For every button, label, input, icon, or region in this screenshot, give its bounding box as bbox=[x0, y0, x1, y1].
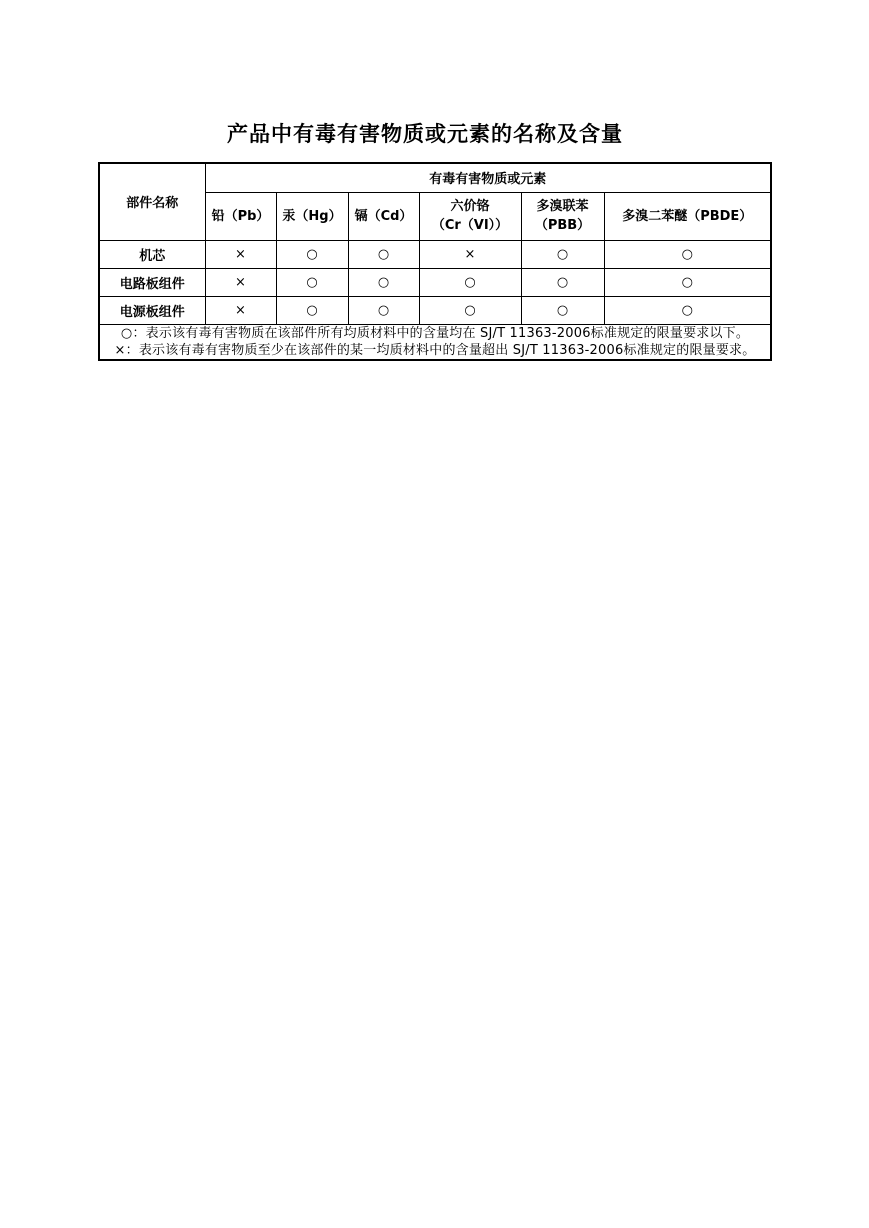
element-header-mercury: 汞（Hg） bbox=[276, 192, 348, 240]
header-row-group bbox=[99, 163, 771, 192]
part-name-cell: 电源板组件 bbox=[99, 296, 205, 324]
table-row bbox=[99, 296, 771, 324]
mark-cell: × bbox=[205, 296, 276, 324]
page-title: 产品中有毒有害物质或元素的名称及含量 bbox=[227, 121, 623, 146]
hazardous-substances-table bbox=[98, 162, 772, 361]
element-header-pbde: 多溴二苯醚（PBDE） bbox=[604, 192, 771, 240]
mark-cell: ○ bbox=[348, 296, 419, 324]
mark-cell: ○ bbox=[419, 296, 521, 324]
notes-cell bbox=[99, 324, 771, 360]
mark-cell: × bbox=[205, 240, 276, 268]
mark-cell: ○ bbox=[419, 268, 521, 296]
mark-cell: ○ bbox=[276, 240, 348, 268]
mark-cell: ○ bbox=[521, 268, 604, 296]
mark-cell: ○ bbox=[521, 296, 604, 324]
hazardous-substances-table-wrapper bbox=[98, 162, 770, 361]
mark-cell: ○ bbox=[276, 268, 348, 296]
part-name-cell: 机芯 bbox=[99, 240, 205, 268]
mark-cell: ○ bbox=[348, 240, 419, 268]
mark-cell: ○ bbox=[604, 268, 771, 296]
mark-cell: ○ bbox=[276, 296, 348, 324]
notes-row bbox=[99, 324, 771, 360]
mark-cell: ○ bbox=[604, 240, 771, 268]
note-exceeds: ×：表示该有毒有害物质至少在该部件的某一均质材料中的含量超出 SJ/T 11363-2006标准规定的限量要求。 bbox=[114, 342, 756, 358]
mark-cell: ○ bbox=[521, 240, 604, 268]
mark-cell: ○ bbox=[604, 296, 771, 324]
table-row bbox=[99, 268, 771, 296]
element-header-chromium-vi: 六价铬 （Cr（VI）） bbox=[419, 192, 521, 240]
mark-cell: × bbox=[205, 268, 276, 296]
element-header-lead: 铅（Pb） bbox=[205, 192, 276, 240]
mark-cell: ○ bbox=[348, 268, 419, 296]
table-row bbox=[99, 240, 771, 268]
part-name-header: 部件名称 bbox=[99, 163, 205, 240]
part-name-cell: 电路板组件 bbox=[99, 268, 205, 296]
note-compliant: ○：表示该有毒有害物质在该部件所有均质材料中的含量均在 SJ/T 11363-2006标准规定的限量要求以下。 bbox=[120, 325, 750, 341]
element-header-cadmium: 镉（Cd） bbox=[348, 192, 419, 240]
element-header-pbb: 多溴联苯 （PBB） bbox=[521, 192, 604, 240]
mark-cell: × bbox=[419, 240, 521, 268]
substance-group-header: 有毒有害物质或元素 bbox=[205, 163, 771, 192]
